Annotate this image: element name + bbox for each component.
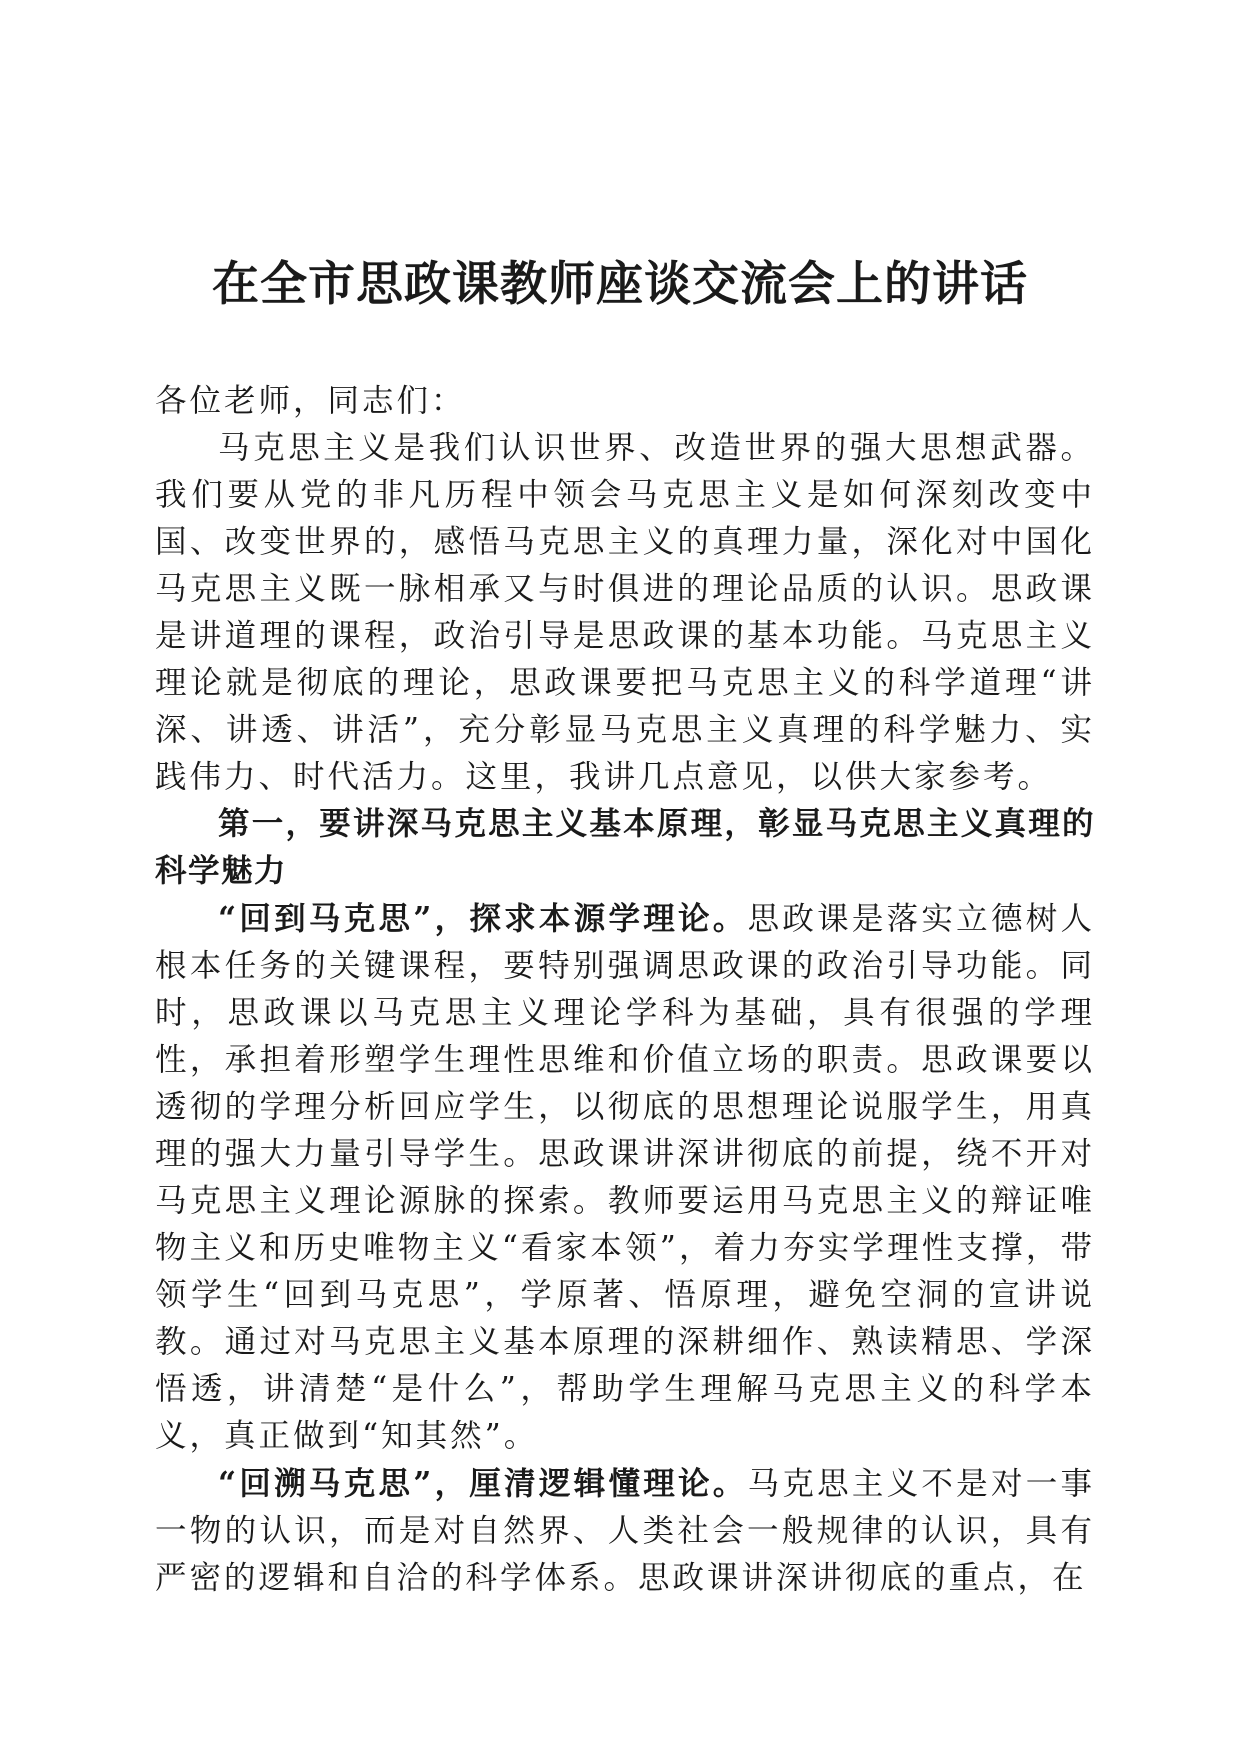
- document-body: [155, 378, 1095, 1602]
- paragraph-1: [155, 895, 1095, 1460]
- paragraph-2-body: 马克思主义不是对一事一物的认识，而是对自然界、人类社会一般规律的认识，具有严密的逻辑和自洽的科学体系。思政课讲深讲彻底的重点，在: [155, 1466, 1095, 1596]
- intro-paragraph: 马克思主义是我们认识世界、改造世界的强大思想武器。我们要从党的非凡历程中领会马克思主义是如何深刻改变中国、改变世界的，感悟马克思主义的真理力量，深化对中国化马克思主义既一脉相承又与时俱进的理论品质的认识。思政课是讲道理的课程，政治引导是思政课的基本功能。马克思主义理论就是彻底的理论，思政课要把马克思主义的科学道理“讲深、讲透、讲活”，充分彰显马克思主义真理的科学魅力、实践伟力、时代活力。这里，我讲几点意见，以供大家参考。: [155, 430, 1095, 795]
- salutation: 各位老师，同志们：: [155, 383, 466, 419]
- section-heading-1: 第一，要讲深马克思主义基本原理，彰显马克思主义真理的科学魅力: [155, 806, 1095, 889]
- paragraph-1-lead: “回到马克思”，探求本源学理论。: [218, 900, 748, 937]
- paragraph-2-lead: “回溯马克思”，厘清逻辑懂理论。: [218, 1465, 748, 1502]
- paragraph-2: [155, 1460, 1095, 1602]
- paragraph-1-body: 思政课是落实立德树人根本任务的关键课程，要特别强调思政课的政治引导功能。同时，思政课以马克思主义理论学科为基础，具有很强的学理性，承担着形塑学生理性思维和价值立场的职责。思政课要以透彻的学理分析回应学生，以彻底的思想理论说服学生，用真理的强大力量引导学生。思政课讲深讲彻底的前提，绕不开对马克思主义理论源脉的探索。教师要运用马克思主义的辩证唯物主义和历史唯物主义“看家本领”，着力夯实学理性支撑，带领学生“回到马克思”，学原著、悟原理，避免空洞的宣讲说教。通过对马克思主义基本原理的深耕细作、熟读精思、学深悟透，讲清楚“是什么”，帮助学生理解马克思主义的科学本义，真正做到“知其然”。: [155, 901, 1095, 1454]
- document-title: 在全市思政课教师座谈交流会上的讲话: [212, 257, 1028, 312]
